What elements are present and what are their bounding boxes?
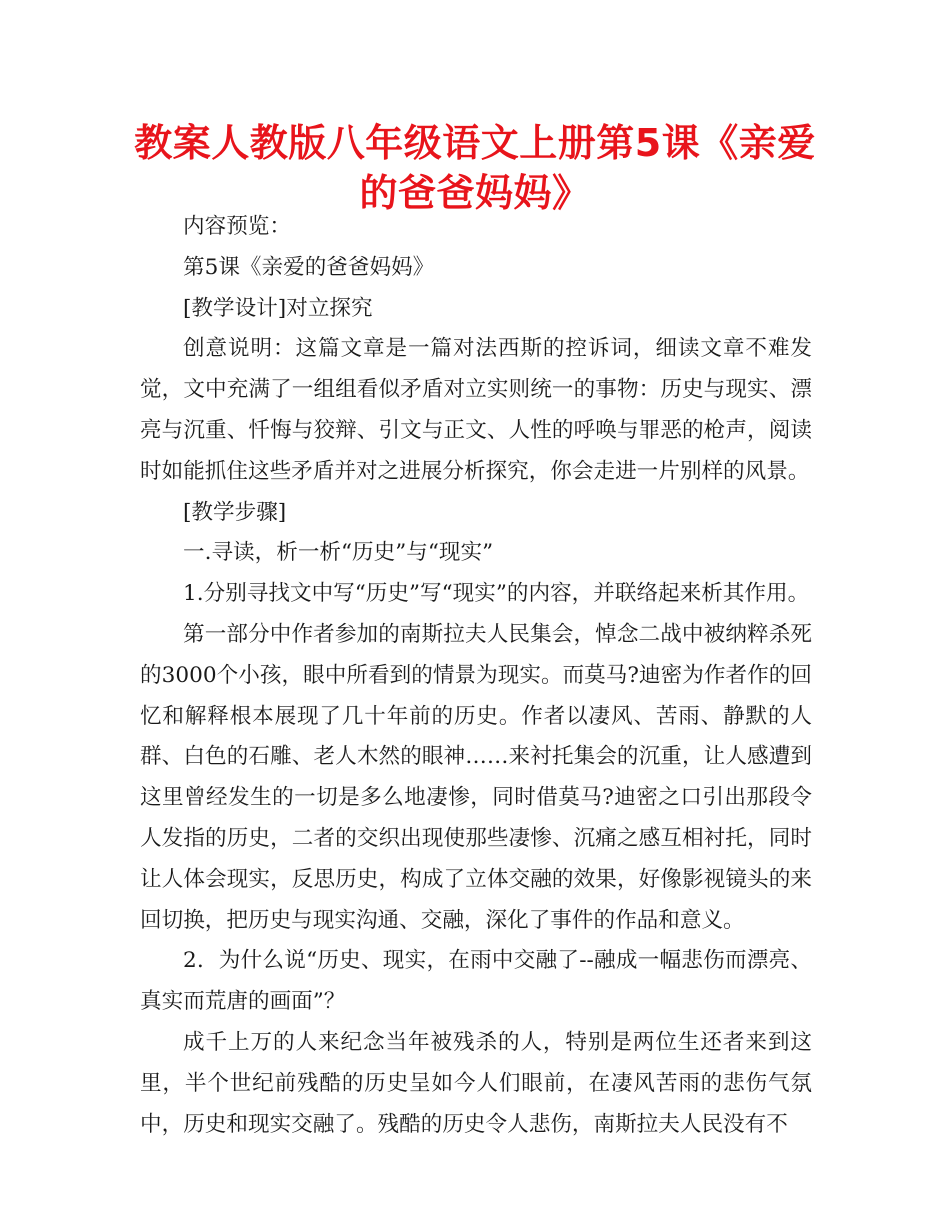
document-title: 教案人教版八年级语文上册第5课《亲爱的爸爸妈妈》 (134, 121, 816, 215)
section-heading-one: 一.寻读，析一析“历史”与“现实” (183, 540, 494, 566)
document-body (140, 207, 812, 1145)
paragraph-teaching-design: [教学设计]对立探究 (183, 295, 373, 321)
question-two: 2．为什么说“历史、现实，在雨中交融了--融成一幅悲伤而漂亮、真实而荒唐的画面”？ (140, 948, 812, 1015)
paragraph-teaching-steps: [教学步骤] (183, 499, 287, 525)
answer-one: 第一部分中作者参加的南斯拉夫人民集会，悼念二战中被纳粹杀死的3000个小孩，眼中所看到的情景为现实。而莫马?迪密为作者作的回忆和解释根本展现了几十年前的历史。作者以凄风、苦雨、静默的人群、白色的石雕、老人木然的眼神……来衬托集会的沉重，让人感遭到这里曾经发生的一切是多么地凄惨，同时借莫马?迪密之口引出那段令人发指的历史，二者的交织出现使那些凄惨、沉痛之感互相衬托，同时让人体会现实，反思历史，构成了立体交融的效果，好像影视镜头的来回切换，把历史与现实沟通、交融，深化了事件的作品和意义。 (140, 621, 812, 933)
question-one: 1.分别寻找文中写“历史”写“现实”的内容，并联络起来析其作用。 (183, 581, 810, 607)
paragraph-preview-label: 内容预览： (183, 214, 291, 239)
paragraph-creative-note: 创意说明：这篇文章是一篇对法西斯的控诉词，细读文章不难发觉，文中充满了一组组看似矛盾对立实则统一的事物：历史与现实、漂亮与沉重、忏悔与狡辩、引文与正文、人性的呼唤与罪恶的枪声，阅读时如能抓住这些矛盾并对之进展分析探究，你会走进一片别样的风景。 (140, 336, 812, 484)
answer-two: 成千上万的人来纪念当年被残杀的人，特别是两位生还者来到这里，半个世纪前残酷的历史呈如今人们眼前，在凄风苦雨的悲伤气氛中，历史和现实交融了。残酷的历史令人悲伤，南斯拉夫人民没有不 (140, 1029, 812, 1137)
paragraph-lesson-title: 第5课《亲爱的爸爸妈妈》 (183, 254, 435, 280)
